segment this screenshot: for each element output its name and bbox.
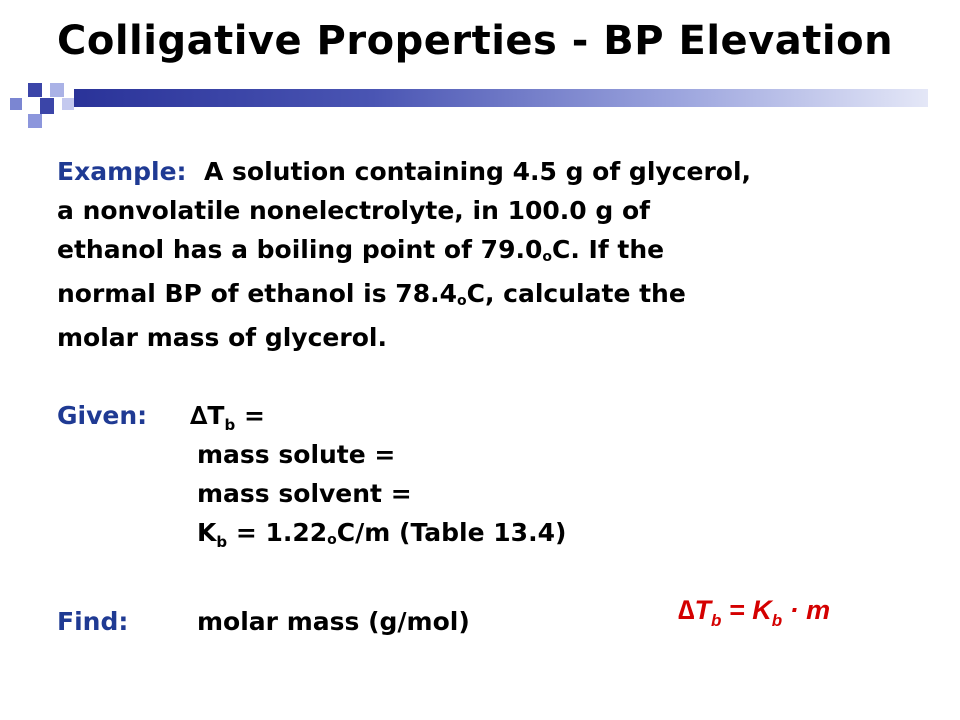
find-label: Find: (57, 607, 129, 636)
example-text: normal BP of ethanol is 78.4 (57, 279, 457, 308)
find-value: molar mass (g/mol) (197, 607, 470, 636)
title-underline-bar (74, 89, 928, 107)
given-mass-solvent: mass solvent = (197, 479, 412, 508)
degree-mark: o (457, 293, 467, 309)
degree-mark: o (542, 249, 552, 265)
delta-t-symbol: ∆T (190, 401, 225, 430)
bp-elevation-formula (678, 595, 831, 630)
example-line-1 (57, 152, 751, 191)
given-delta-tb (190, 396, 566, 435)
deco-square (62, 98, 74, 110)
equals-k: = K (721, 595, 772, 625)
example-text: A solution containing 4.5 g of glycerol, (203, 157, 752, 186)
degree-mark: o (327, 532, 337, 548)
given-list (190, 396, 566, 557)
given-mass-solute: mass solute = (197, 440, 396, 469)
t-symbol: T (694, 595, 712, 625)
kb-unit: C/m (Table 13.4) (336, 518, 567, 547)
subscript-b: b (771, 611, 783, 630)
kb-value: = 1.22 (227, 518, 328, 547)
deco-square (28, 114, 42, 128)
k-symbol: K (197, 518, 217, 547)
example-line-2: a nonvolatile nonelectrolyte, in 100.0 g of (57, 196, 651, 225)
given-label: Given: (57, 401, 148, 430)
deco-square (50, 83, 64, 97)
times-m: · m (782, 595, 831, 625)
deco-square (10, 98, 22, 110)
example-paragraph (57, 152, 751, 357)
equals-text: = (235, 401, 265, 430)
example-text: C, calculate the (466, 279, 686, 308)
subscript-b: b (216, 533, 228, 551)
example-label: Example: (57, 157, 187, 186)
given-kb (190, 513, 566, 557)
delta-symbol: ∆ (678, 595, 695, 625)
subscript-b: b (224, 416, 236, 434)
subscript-b: b (711, 611, 722, 630)
slide-title: Colligative Properties - BP Elevation (57, 18, 894, 64)
example-text: C. If the (551, 235, 665, 264)
example-line-4 (57, 274, 751, 318)
example-text: ethanol has a boiling point of 79.0 (57, 235, 543, 264)
example-line-5: molar mass of glycerol. (57, 323, 387, 352)
deco-square (40, 98, 54, 114)
example-line-3 (57, 230, 751, 274)
deco-square (28, 83, 42, 97)
